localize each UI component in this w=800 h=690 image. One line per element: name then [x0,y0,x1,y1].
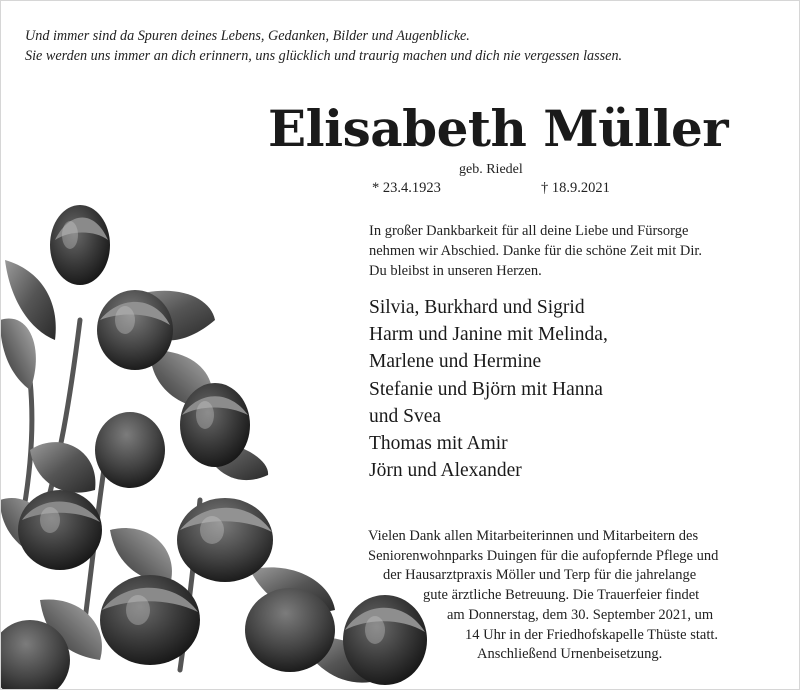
born-name: geb. Riedel [459,162,523,177]
closing-paragraph [368,527,793,665]
closing-line: Anschließend Urnenbeisetzung. [477,646,663,663]
family-member: Thomas mit Amir [369,433,508,455]
birth-date: * 23.4.1923 [372,180,441,196]
closing-line: Vielen Dank allen Mitarbeiterinnen und Mitarbeitern des [368,528,699,544]
thanks-paragraph [369,221,789,281]
family-member: Marlene und Hermine [369,351,542,373]
thanks-line: nehmen wir Abschied. Danke für die schöne Zeit mit Dir. [369,243,703,259]
quote-line-1: Und immer sind da Spuren deines Lebens, Gedanken, Bilder und Augenblicke. [25,28,470,44]
thanks-line: In großer Dankbarkeit für all deine Liebe und Fürsorge [369,223,689,239]
family-member: Silvia, Burkhard und Sigrid [369,297,585,318]
deceased-name: Elisabeth Müller [268,99,729,158]
closing-line: Seniorenwohnparks Duingen für die aufopfernde Pflege und [368,547,719,564]
quote-line-2: Sie werden uns immer an dich erinnern, uns glücklich und traurig machen und dich nie vergessen lassen. [25,48,623,64]
family-member: Harm und Janine mit Melinda, [369,324,608,346]
closing-line: 14 Uhr in der Friedhofskapelle Thüste statt. [465,626,719,643]
memorial-quote [25,26,725,66]
family-member: Stefanie und Björn mit Hanna [369,378,603,400]
family-member: und Svea [369,405,442,427]
closing-line: am Donnerstag, dem 30. September 2021, um [447,606,714,623]
closing-line: der Hausarztpraxis Möller und Terp für die jahrelange [383,567,697,584]
family-member: Jörn und Alexander [369,460,522,482]
thanks-line: Du bleibst in unseren Herzen. [369,263,542,279]
closing-line: gute ärztliche Betreuung. Die Trauerfeier findet [423,587,700,604]
death-date: † 18.9.2021 [541,180,610,196]
family-list [369,294,789,484]
